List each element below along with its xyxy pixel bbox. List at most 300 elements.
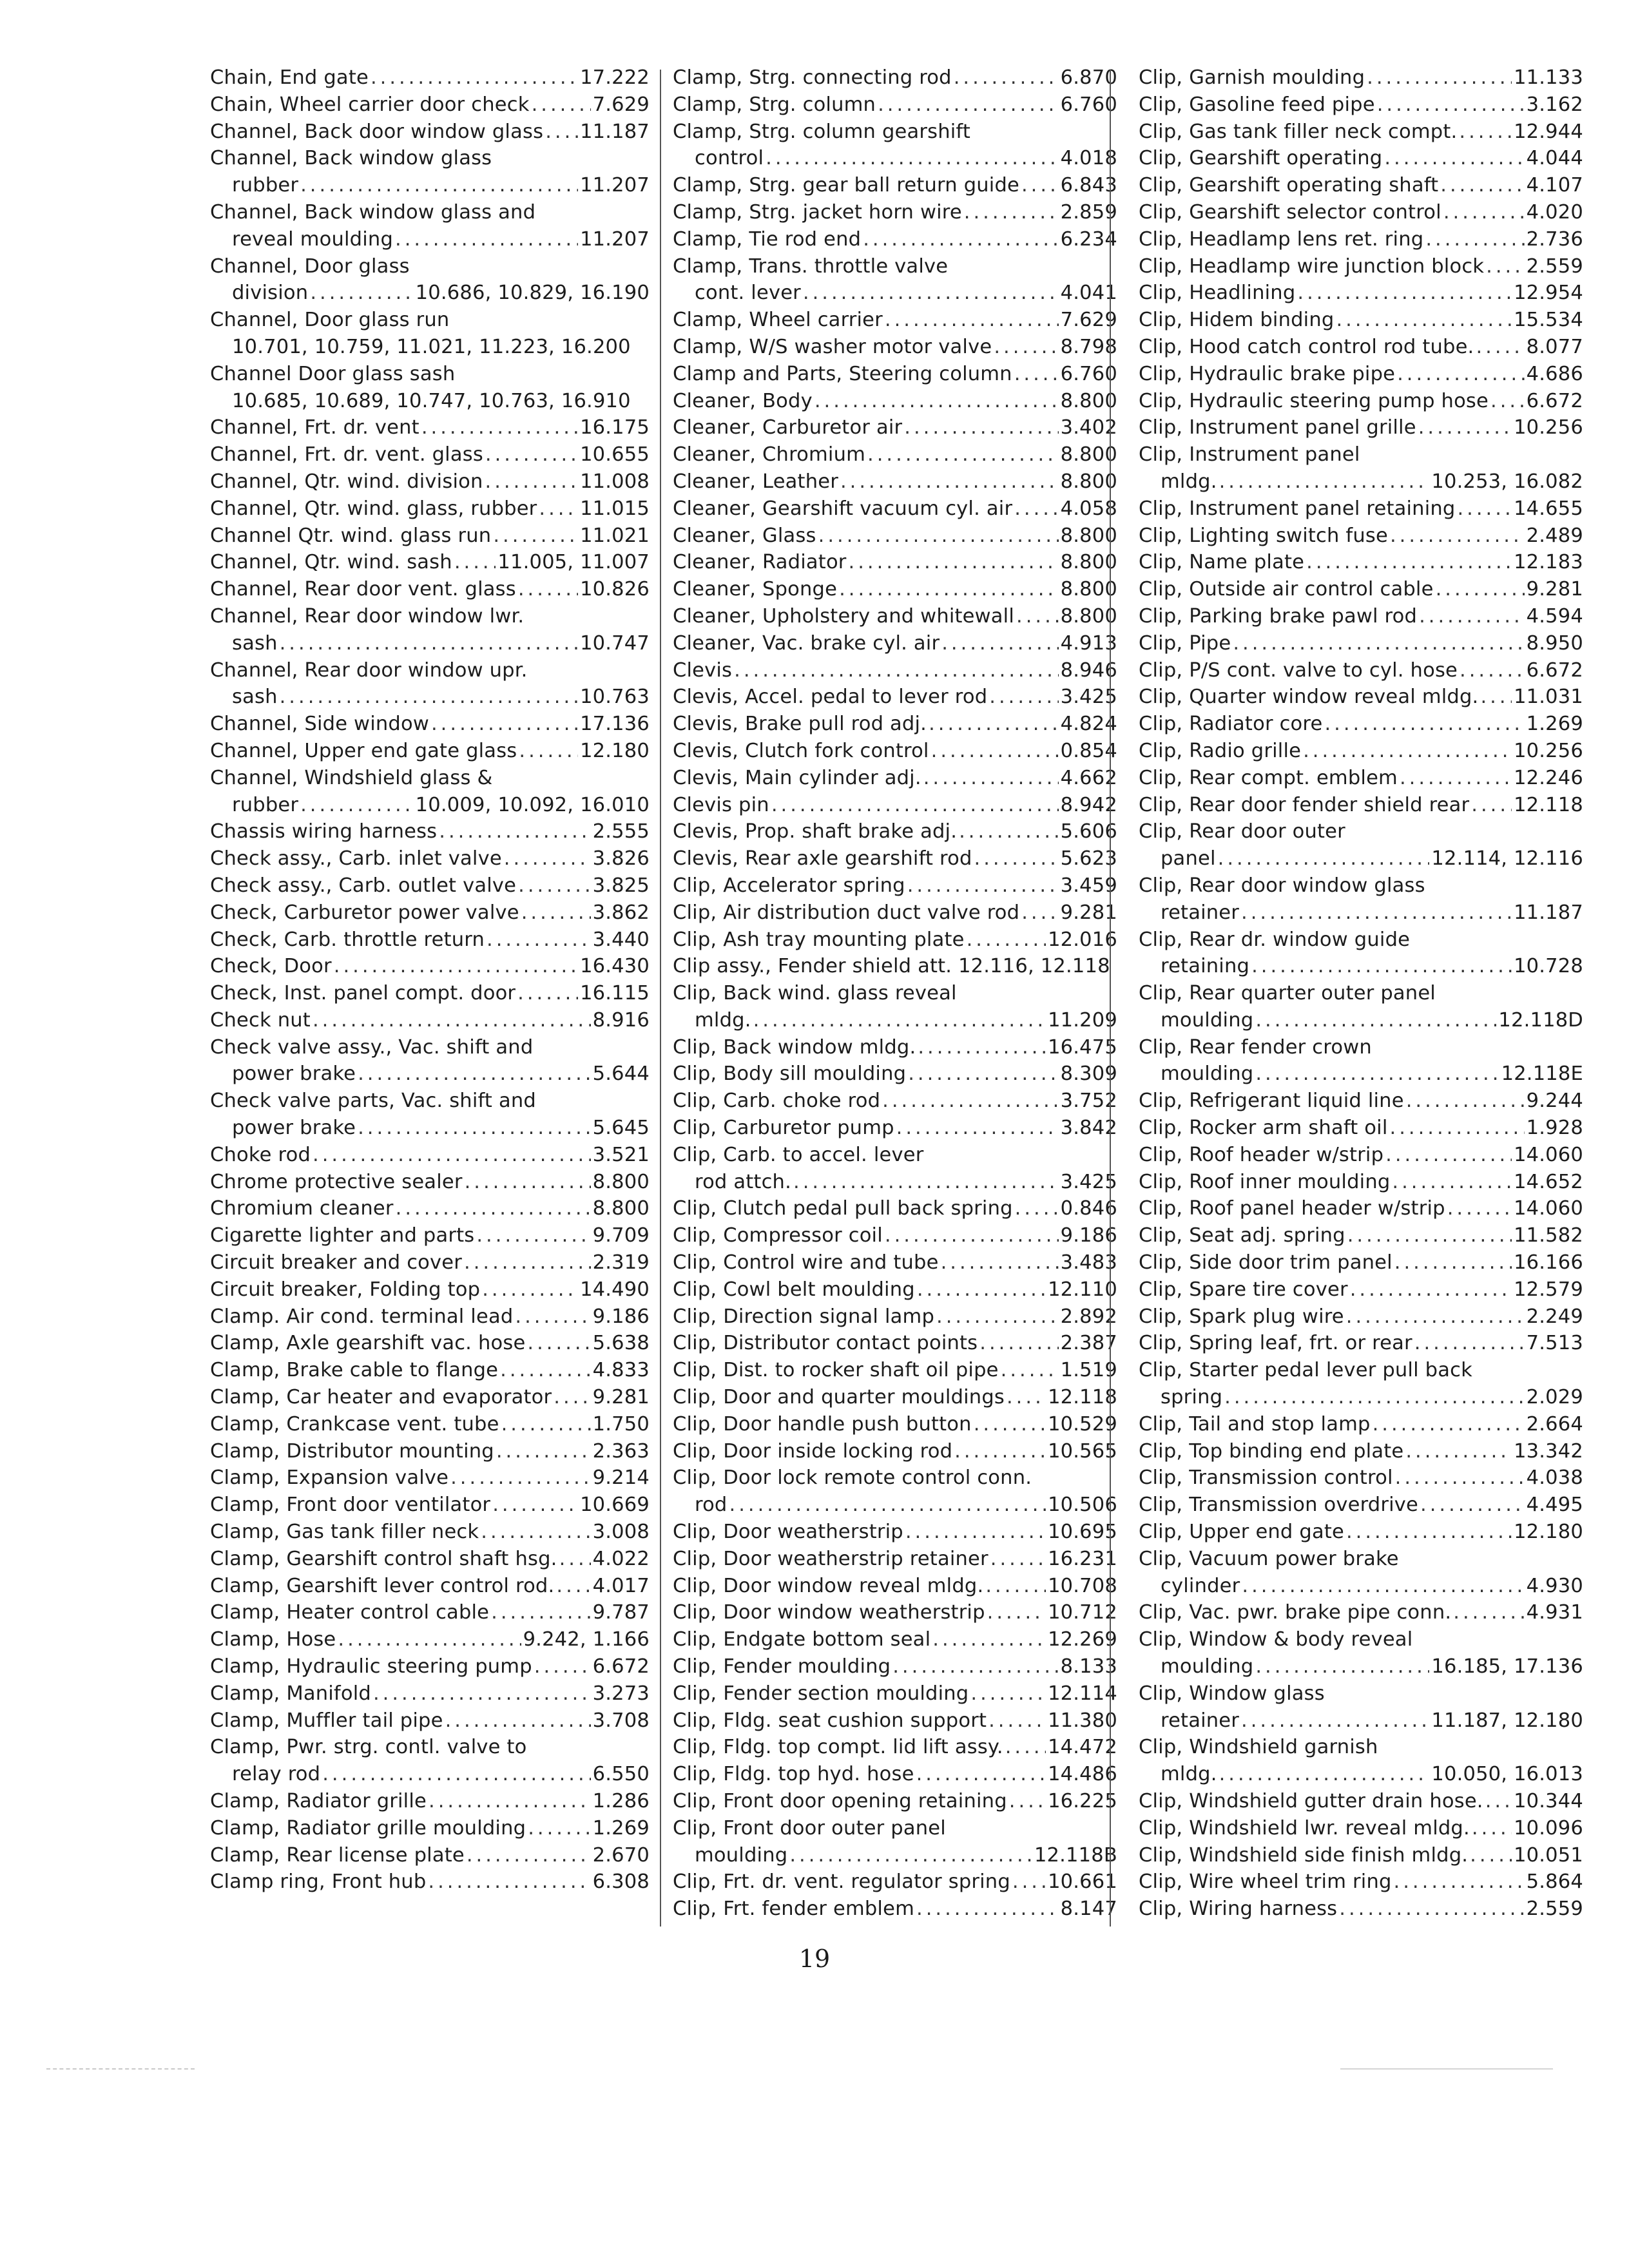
entry-reference: 3.273 [592, 1682, 650, 1705]
entry-term: Clip, Fender moulding [673, 1655, 891, 1678]
entry-term: Channel, Frt. dr. vent [210, 416, 419, 439]
leader-dots [395, 226, 578, 253]
leader-dots [974, 845, 1059, 872]
index-entry [210, 738, 650, 765]
entry-reference: 4.041 [1060, 282, 1117, 305]
index-entry [673, 1869, 1117, 1896]
index-entry [210, 549, 650, 576]
entry-term: Channel, Side window [210, 713, 429, 736]
index-entry [210, 145, 650, 172]
entry-term: Clip, Frt. fender emblem [673, 1898, 914, 1921]
leader-dots [487, 927, 591, 954]
entry-reference: 8.942 [1060, 793, 1117, 816]
entry-reference: 10.009, 10.092, 16.010 [415, 793, 650, 816]
index-entry [210, 119, 650, 146]
entry-reference: 2.859 [1060, 200, 1117, 224]
index-entry [673, 872, 1117, 899]
leader-dots [941, 1249, 1059, 1276]
leader-dots [1447, 1195, 1512, 1222]
entry-term: Clip, Vac. pwr. brake pipe conn. [1139, 1601, 1452, 1624]
index-entry [1139, 1680, 1583, 1707]
entry-term: reveal moulding [232, 227, 394, 251]
index-entry [1139, 630, 1583, 657]
index-entry [210, 1007, 650, 1034]
entry-reference: 2.249 [1526, 1305, 1583, 1328]
leader-dots [923, 765, 1059, 792]
entry-term: Clip, Hidem binding [1139, 309, 1335, 332]
entry-reference: 12.118 [1514, 793, 1583, 816]
index-entry-continuation [210, 388, 650, 415]
leader-dots [280, 684, 578, 711]
entry-reference: 5.864 [1526, 1870, 1583, 1894]
leader-dots [373, 1680, 591, 1707]
leader-dots [371, 64, 578, 91]
index-entry [673, 334, 1117, 361]
entry-reference: 7.629 [592, 93, 650, 116]
entry-term: Clip, Ash tray mounting plate [673, 928, 965, 951]
leader-dots [1414, 1330, 1525, 1357]
entry-reference: 12.114, 12.116 [1431, 847, 1583, 870]
leader-dots [932, 1626, 1046, 1653]
entry-reference: 3.162 [1526, 93, 1583, 116]
entry-term: Channel, Rear door vent. glass [210, 578, 516, 601]
index-entry [210, 1707, 650, 1735]
entry-term: division [232, 282, 309, 305]
leader-dots [556, 1573, 590, 1600]
index-entry [1139, 1411, 1583, 1438]
leader-dots [1471, 792, 1512, 819]
entry-term: Clamp, Strg. column gearshift [673, 120, 970, 143]
index-entry [673, 1330, 1117, 1357]
leader-dots [545, 119, 578, 146]
entry-reference: 7.513 [1526, 1332, 1583, 1355]
leader-dots [907, 872, 1059, 899]
leader-dots [885, 307, 1059, 334]
index-entry [210, 1599, 650, 1626]
leader-dots [1251, 953, 1512, 980]
entry-term: Clip, Gasoline feed pipe [1139, 93, 1375, 116]
entry-reference: 16.166 [1514, 1251, 1583, 1274]
index-entry [673, 1707, 1117, 1735]
entry-reference: 6.760 [1060, 362, 1117, 385]
entry-term: Clip, Instrument panel [1139, 443, 1360, 466]
leader-dots [313, 1142, 591, 1169]
entry-reference: 4.833 [592, 1359, 650, 1382]
index-entry-continuation [1139, 845, 1583, 872]
entry-term: Clip, Fldg. top hyd. hose [673, 1763, 914, 1786]
entry-reference: 12.269 [1048, 1628, 1117, 1651]
entry-term: Clip, Rear compt. emblem [1139, 766, 1398, 789]
entry-term: Clamp, Strg. connecting rod [673, 66, 952, 89]
entry-reference: 6.234 [1060, 227, 1117, 251]
entry-term: Clip, Wire wheel trim ring [1139, 1870, 1392, 1894]
index-entry [673, 792, 1117, 819]
entry-reference: 4.107 [1526, 174, 1583, 197]
leader-dots [1001, 1357, 1059, 1384]
entry-reference: 10.565 [1048, 1439, 1117, 1463]
entry-term: Clip, Fender section moulding [673, 1682, 969, 1705]
index-entry-continuation [1139, 899, 1583, 927]
leader-dots [534, 1653, 591, 1680]
entry-reference: 12.118 [1048, 1386, 1117, 1409]
entry-term: Channel, Rear door window lwr. [210, 604, 525, 628]
index-entry [673, 1465, 1117, 1492]
leader-dots [454, 549, 496, 576]
leader-dots [1390, 523, 1525, 550]
entry-reference: 0.846 [1060, 1197, 1117, 1220]
index-entry [210, 1276, 650, 1303]
entry-term: Clip, Back wind. glass reveal [673, 982, 957, 1005]
entry-term: Clip, Carb. choke rod [673, 1090, 881, 1113]
leader-dots [954, 1438, 1046, 1465]
entry-term: Clip, Endgate bottom seal [673, 1628, 931, 1651]
leader-dots [1015, 1195, 1059, 1222]
index-entry [1139, 1519, 1583, 1546]
leader-dots [464, 1249, 591, 1276]
leader-dots [1016, 603, 1059, 630]
entry-term: mldg. [1161, 1763, 1217, 1786]
entry-reference: 14.472 [1048, 1736, 1117, 1759]
entry-term: Cleaner, Radiator [673, 551, 847, 574]
index-entry [1139, 1249, 1583, 1276]
index-entry [1139, 576, 1583, 603]
leader-dots [485, 441, 578, 468]
entry-reference: 4.931 [1526, 1601, 1583, 1624]
index-entry [673, 172, 1117, 199]
index-entry [210, 980, 650, 1007]
entry-reference: 3.402 [1060, 416, 1117, 439]
entry-term: Clip, Headlining [1139, 282, 1296, 305]
index-entry [1139, 711, 1583, 738]
entry-term: Channel, Windshield glass & [210, 766, 493, 789]
entry-reference: 8.916 [592, 1008, 650, 1032]
index-entry [210, 1519, 650, 1546]
entry-term: Clamp, Rear license plate [210, 1843, 465, 1867]
index-entry [673, 1384, 1117, 1411]
index-entry [1139, 980, 1583, 1007]
index-entry [1139, 172, 1583, 199]
index-entry [210, 1492, 650, 1519]
index-entry [673, 818, 1117, 845]
entry-term: Clamp, Brake cable to flange [210, 1359, 499, 1382]
entry-term: Clip, Parking brake pawl rod [1139, 604, 1418, 628]
index-entry [673, 927, 1117, 954]
leader-dots [539, 495, 578, 523]
leader-dots [885, 1222, 1059, 1249]
entry-term: Clip, Accelerator spring [673, 874, 905, 897]
index-entry [210, 1842, 650, 1869]
page-number: 19 [798, 1945, 831, 1973]
entry-reference: 10.344 [1514, 1790, 1583, 1812]
entry-term: Clip, Rear quarter outer panel [1139, 982, 1436, 1005]
leader-dots [840, 468, 1059, 495]
leader-dots [974, 1411, 1046, 1438]
index-entry [1139, 657, 1583, 684]
entry-reference: 2.664 [1526, 1412, 1583, 1436]
leader-dots [1347, 1222, 1512, 1249]
entry-reference: 4.930 [1526, 1574, 1583, 1597]
index-entry [1139, 199, 1583, 226]
index-entry [673, 414, 1117, 441]
index-entry [1139, 334, 1583, 361]
entry-reference: 10.529 [1048, 1412, 1117, 1436]
entry-term: Clip, Windshield garnish [1139, 1736, 1378, 1759]
index-entry-continuation [1139, 1653, 1583, 1680]
entry-term: Clip, Radiator core [1139, 713, 1323, 736]
entry-term: Clamp, Gas tank filler neck [210, 1521, 479, 1544]
index-entry [210, 1088, 650, 1115]
index-entry [1139, 1303, 1583, 1331]
entry-term: Channel, Back window glass [210, 147, 492, 170]
leader-dots [803, 280, 1059, 307]
entry-term: Clip, Rear door window glass [1139, 874, 1425, 897]
entry-term: Channel, Door glass run [210, 309, 450, 332]
index-entry [673, 495, 1117, 523]
leader-dots [485, 468, 579, 495]
entry-term: Clip, Compressor coil [673, 1224, 883, 1247]
entry-term: Cleaner, Leather [673, 470, 838, 493]
index-entry-continuation [210, 684, 650, 711]
entry-reference: 5.644 [592, 1062, 650, 1086]
index-entry [1139, 872, 1583, 899]
index-entry [1139, 1734, 1583, 1761]
index-entry [1139, 1465, 1583, 1492]
entry-term: sash [232, 631, 278, 655]
index-entry [1139, 388, 1583, 415]
entry-term: Clamp, Expansion valve [210, 1466, 449, 1490]
entry-reference: 5.645 [592, 1117, 650, 1140]
index-entry-continuation [210, 280, 650, 307]
entry-reference: 11.207 [580, 227, 650, 251]
index-entry [1139, 1276, 1583, 1303]
entry-reference: 14.060 [1514, 1143, 1583, 1166]
entry-term: Clip, Door weatherstrip [673, 1521, 903, 1544]
entry-term: Clip, Hood catch control rod tube. [1139, 335, 1474, 358]
leader-dots [987, 1599, 1046, 1626]
entry-term: Check, Inst. panel compt. door [210, 982, 516, 1005]
index-entry [210, 199, 650, 226]
leader-dots [1241, 899, 1512, 927]
index-entry [673, 64, 1117, 91]
entry-term: 10.701, 10.759, 11.021, 11.223, 16.200 [232, 335, 631, 358]
index-entry [1139, 738, 1583, 765]
index-entry [210, 441, 650, 468]
entry-term: Clip, Wiring harness [1139, 1898, 1338, 1921]
entry-term: Cleaner, Sponge [673, 578, 838, 601]
index-entry [673, 549, 1117, 576]
entry-reference: 5.606 [1060, 820, 1117, 843]
entry-reference: 12.180 [1514, 1521, 1583, 1544]
index-entry [1139, 792, 1583, 819]
entry-term: Clip, Roof header w/strip [1139, 1143, 1384, 1166]
entry-reference: 8.800 [1060, 604, 1117, 628]
index-entry [210, 307, 650, 334]
leader-dots [358, 1061, 591, 1088]
entry-term: Clamp and Parts, Steering column [673, 362, 1012, 385]
entry-term: Cleaner, Vac. brake cyl. air [673, 631, 940, 655]
leader-dots [1385, 1142, 1512, 1169]
entry-term: Chromium cleaner [210, 1197, 394, 1220]
index-entry [673, 253, 1117, 280]
entry-term: Clip, Control wire and tube [673, 1251, 939, 1274]
entry-reference: 2.387 [1060, 1332, 1117, 1355]
leader-dots [1233, 630, 1524, 657]
entry-term: panel [1161, 847, 1216, 870]
index-entry [673, 1276, 1117, 1303]
index-entry [1139, 765, 1583, 792]
entry-term: Clamp, Gearshift lever control rod. [210, 1574, 555, 1597]
entry-term: Clip, Rear fender crown [1139, 1035, 1372, 1059]
index-entry-continuation [210, 1061, 650, 1088]
entry-reference: 8.946 [1060, 658, 1117, 682]
index-entry [210, 1330, 650, 1357]
entry-term: Clip, Fldg. top compt. lid lift assy. [673, 1736, 1003, 1759]
entry-reference: 16.475 [1048, 1035, 1117, 1059]
entry-reference: 12.954 [1514, 282, 1583, 305]
entry-reference: 4.044 [1526, 147, 1583, 170]
entry-term: Clamp, Car heater and evaporator [210, 1386, 552, 1409]
entry-reference: 12.180 [580, 739, 650, 762]
entry-reference: 4.020 [1526, 200, 1583, 224]
entry-term: retainer [1161, 901, 1239, 924]
entry-reference: 2.489 [1526, 524, 1583, 547]
leader-dots [421, 414, 578, 441]
index-entry [210, 765, 650, 792]
index-entry-continuation [673, 280, 1117, 307]
entry-term: Clip, Outside air control cable [1139, 578, 1434, 601]
entry-term: Clamp, Hose [210, 1628, 336, 1651]
entry-reference: 4.824 [1060, 713, 1117, 736]
leader-dots [1241, 1707, 1429, 1735]
index-entry-continuation [1139, 1061, 1583, 1088]
entry-reference: 9.281 [1060, 901, 1117, 924]
index-entry-continuation [1139, 468, 1583, 495]
entry-reference: 14.655 [1514, 497, 1583, 520]
entry-term: Channel, Door glass [210, 255, 410, 278]
entry-reference: 3.521 [592, 1143, 650, 1166]
entry-reference: 12.183 [1514, 551, 1583, 574]
index-entry [673, 361, 1117, 388]
leader-dots [1400, 765, 1512, 792]
entry-term: Chain, End gate [210, 66, 369, 89]
entry-term: Clip, Windshield side finish mldg. [1139, 1843, 1469, 1867]
leader-dots [1443, 199, 1525, 226]
leader-dots [936, 1303, 1059, 1331]
leader-dots [500, 1357, 591, 1384]
entry-reference: 10.096 [1514, 1816, 1583, 1840]
leader-dots [882, 1088, 1059, 1115]
index-entry [673, 91, 1117, 119]
entry-reference: 1.750 [592, 1412, 650, 1436]
entry-term: Clip, Transmission overdrive [1139, 1494, 1418, 1517]
leader-dots [970, 1680, 1046, 1707]
entry-term: rubber [232, 174, 299, 197]
scan-mark [1340, 2068, 1553, 2070]
entry-reference: 2.319 [592, 1251, 650, 1274]
entry-term: Clevis, Rear axle gearshift rod [673, 847, 972, 870]
entry-term: power brake [232, 1117, 356, 1140]
index-entry-continuation [1139, 1761, 1583, 1788]
entry-reference: 6.550 [592, 1763, 650, 1786]
entry-term: Check assy., Carb. outlet valve [210, 874, 517, 897]
leader-dots [1476, 334, 1524, 361]
leader-dots [1303, 738, 1512, 765]
index-entry [210, 1249, 650, 1276]
index-entry [1139, 495, 1583, 523]
index-entry [1139, 1869, 1583, 1896]
leader-dots [1297, 280, 1512, 307]
leader-dots [941, 630, 1058, 657]
leader-dots [863, 226, 1058, 253]
entry-reference: 1.928 [1526, 1117, 1583, 1140]
leader-dots [766, 145, 1059, 172]
entry-term: rubber [232, 793, 299, 816]
leader-dots [1457, 495, 1512, 523]
entry-term: Clip, Front door opening retaining [673, 1790, 1007, 1812]
entry-term: Clip, Roof panel header w/strip [1139, 1197, 1445, 1220]
leader-dots [1460, 657, 1525, 684]
leader-dots [431, 711, 578, 738]
index-entry [1139, 1357, 1583, 1384]
index-entry [673, 1573, 1117, 1600]
index-entry [210, 1034, 650, 1061]
entry-term: relay rod [232, 1763, 321, 1786]
entry-reference: 9.186 [592, 1305, 650, 1328]
entry-term: Clamp, Strg. jacket horn wire [673, 200, 962, 224]
index-entry [1139, 91, 1583, 119]
leader-dots [491, 1599, 591, 1626]
entry-reference: 4.913 [1060, 631, 1117, 655]
entry-term: Clevis, Accel. pedal to lever rod [673, 686, 988, 709]
leader-dots [1436, 576, 1525, 603]
entry-reference: 8.950 [1526, 631, 1583, 655]
entry-term: Clamp. Air cond. terminal lead [210, 1305, 514, 1328]
entry-reference: 1.269 [1526, 713, 1583, 736]
entry-reference: 8.800 [592, 1197, 650, 1220]
leader-dots [322, 1761, 590, 1788]
entry-term: Clip, Cowl belt moulding [673, 1278, 915, 1301]
index-entry [1139, 145, 1583, 172]
entry-term: Clip, Air distribution duct valve rod [673, 901, 1020, 924]
entry-reference: 6.760 [1060, 93, 1117, 116]
index-entry [673, 684, 1117, 711]
entry-reference: 14.490 [580, 1278, 650, 1301]
entry-term: Circuit breaker and cover [210, 1251, 462, 1274]
leader-dots [521, 899, 591, 927]
index-entry-continuation [673, 1492, 1117, 1519]
leader-dots [916, 1896, 1059, 1923]
entry-term: Clip, Door and quarter mouldings [673, 1386, 1005, 1409]
entry-reference: 4.686 [1526, 362, 1583, 385]
entry-term: Clip, Seat adj. spring [1139, 1224, 1345, 1247]
entry-term: Clip, Body sill moulding [673, 1062, 907, 1086]
leader-dots [1480, 684, 1512, 711]
index-entry [1139, 280, 1583, 307]
entry-term: Cleaner, Glass [673, 524, 816, 547]
leader-dots [1392, 1169, 1512, 1196]
leader-dots [310, 280, 413, 307]
index-entry [673, 603, 1117, 630]
column-divider [1110, 70, 1111, 1927]
index-entry [673, 1142, 1117, 1169]
index-entry [673, 388, 1117, 415]
entry-reference: 0.854 [1060, 739, 1117, 762]
entry-reference: 14.486 [1048, 1763, 1117, 1786]
index-entry-continuation [1139, 1573, 1583, 1600]
leader-dots [964, 199, 1059, 226]
index-entry [673, 1788, 1117, 1815]
entry-term: Cleaner, Upholstery and whitewall [673, 604, 1015, 628]
